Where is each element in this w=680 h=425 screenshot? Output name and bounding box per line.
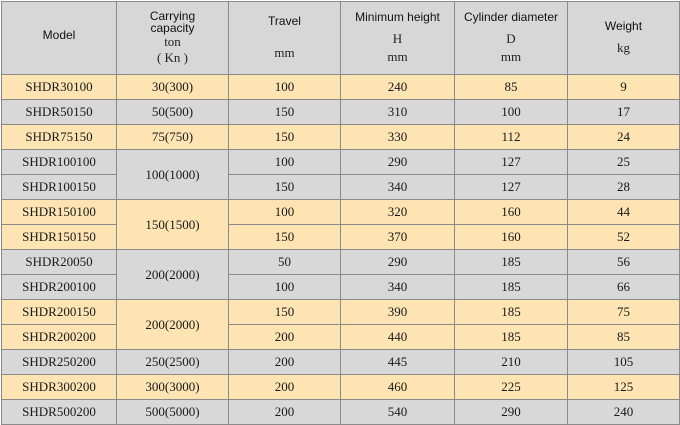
cell-model: SHDR250200 — [2, 350, 117, 375]
cell-weight: 9 — [568, 75, 680, 100]
table-row — [2, 75, 680, 100]
header-capacity — [117, 2, 229, 75]
header-weight-label: Weight — [604, 18, 643, 33]
cell-model: SHDR200200 — [2, 325, 117, 350]
cell-cyl-diameter: 112 — [455, 125, 568, 150]
header-capacity-unit: ton — [164, 34, 181, 49]
header-weight — [568, 2, 680, 75]
cell-weight: 240 — [568, 400, 680, 425]
header-capacity-line2: capacity — [150, 21, 195, 35]
cell-model: SHDR150150 — [2, 225, 117, 250]
cell-capacity: 200(2000) — [117, 250, 229, 300]
cell-capacity: 75(750) — [117, 125, 229, 150]
header-weight-unit: kg — [617, 39, 630, 55]
spec-table — [1, 1, 680, 425]
cell-min-height: 540 — [341, 400, 455, 425]
cell-travel: 200 — [229, 375, 341, 400]
table-row — [2, 400, 680, 425]
header-travel — [229, 2, 341, 75]
cell-travel: 50 — [229, 250, 341, 275]
cell-cyl-diameter: 290 — [455, 400, 568, 425]
header-model — [2, 2, 117, 75]
header-cyl-diameter-unit: mm — [500, 48, 522, 64]
cell-min-height: 340 — [341, 175, 455, 200]
cell-weight: 28 — [568, 175, 680, 200]
cell-capacity: 50(500) — [117, 100, 229, 125]
cell-min-height: 320 — [341, 200, 455, 225]
cell-min-height: 460 — [341, 375, 455, 400]
cell-travel: 150 — [229, 100, 341, 125]
cell-min-height: 330 — [341, 125, 455, 150]
cell-model: SHDR300200 — [2, 375, 117, 400]
cell-min-height: 290 — [341, 250, 455, 275]
header-min-height — [341, 2, 455, 75]
header-model-label: Model — [42, 27, 76, 42]
cell-model: SHDR150100 — [2, 200, 117, 225]
cell-travel: 200 — [229, 325, 341, 350]
cell-cyl-diameter: 185 — [455, 300, 568, 325]
table-row — [2, 200, 680, 225]
cell-travel: 200 — [229, 350, 341, 375]
cell-weight: 75 — [568, 300, 680, 325]
cell-min-height: 445 — [341, 350, 455, 375]
table-row — [2, 300, 680, 325]
cell-min-height: 340 — [341, 275, 455, 300]
header-capacity-line1: Carrying — [149, 9, 196, 23]
cell-capacity: 250(2500) — [117, 350, 229, 375]
header-row — [2, 2, 680, 75]
table-row — [2, 350, 680, 375]
cell-weight: 85 — [568, 325, 680, 350]
cell-capacity: 500(5000) — [117, 400, 229, 425]
table-row — [2, 275, 680, 300]
cell-travel: 100 — [229, 150, 341, 175]
cell-capacity: 30(300) — [117, 75, 229, 100]
cell-cyl-diameter: 210 — [455, 350, 568, 375]
table-row — [2, 175, 680, 200]
cell-model: SHDR200100 — [2, 275, 117, 300]
cell-travel: 150 — [229, 125, 341, 150]
table-row — [2, 250, 680, 275]
cell-weight: 17 — [568, 100, 680, 125]
cell-cyl-diameter: 185 — [455, 250, 568, 275]
header-travel-label: Travel — [268, 13, 301, 28]
cell-weight: 24 — [568, 125, 680, 150]
cell-travel: 100 — [229, 200, 341, 225]
cell-cyl-diameter: 160 — [455, 200, 568, 225]
cell-min-height: 240 — [341, 75, 455, 100]
cell-cyl-diameter: 185 — [455, 325, 568, 350]
cell-min-height: 310 — [341, 100, 455, 125]
cell-weight: 66 — [568, 275, 680, 300]
header-cyl-diameter-label: Cylinder diameter — [463, 9, 559, 24]
header-min-height-label: Minimum height — [355, 9, 440, 24]
header-min-height-symbol: H — [392, 30, 403, 46]
cell-model: SHDR30100 — [2, 75, 117, 100]
table-row — [2, 325, 680, 350]
cell-capacity: 200(2000) — [117, 300, 229, 350]
cell-cyl-diameter: 100 — [455, 100, 568, 125]
table-row — [2, 150, 680, 175]
cell-min-height: 290 — [341, 150, 455, 175]
table-row — [2, 225, 680, 250]
cell-cyl-diameter: 185 — [455, 275, 568, 300]
table-row — [2, 100, 680, 125]
cell-min-height: 390 — [341, 300, 455, 325]
cell-cyl-diameter: 160 — [455, 225, 568, 250]
cell-model: SHDR200150 — [2, 300, 117, 325]
cell-cyl-diameter: 127 — [455, 175, 568, 200]
cell-travel: 150 — [229, 225, 341, 250]
header-min-height-unit: mm — [387, 48, 408, 64]
cell-capacity: 100(1000) — [117, 150, 229, 200]
cell-weight: 105 — [568, 350, 680, 375]
cell-model: SHDR100150 — [2, 175, 117, 200]
cell-travel: 150 — [229, 300, 341, 325]
cell-travel: 100 — [229, 75, 341, 100]
cell-travel: 150 — [229, 175, 341, 200]
table-header — [2, 2, 680, 75]
header-cyl-diameter-symbol: D — [506, 30, 516, 46]
cell-weight: 52 — [568, 225, 680, 250]
cell-travel: 200 — [229, 400, 341, 425]
cell-capacity: 300(3000) — [117, 375, 229, 400]
cell-model: SHDR50150 — [2, 100, 117, 125]
cell-min-height: 370 — [341, 225, 455, 250]
cell-travel: 100 — [229, 275, 341, 300]
cell-min-height: 440 — [341, 325, 455, 350]
table-row — [2, 125, 680, 150]
cell-weight: 25 — [568, 150, 680, 175]
header-travel-unit: mm — [274, 44, 295, 60]
header-cyl-diameter — [455, 2, 568, 75]
table-body — [2, 75, 680, 425]
cell-weight: 125 — [568, 375, 680, 400]
cell-cyl-diameter: 127 — [455, 150, 568, 175]
cell-model: SHDR500200 — [2, 400, 117, 425]
table-row — [2, 375, 680, 400]
cell-weight: 56 — [568, 250, 680, 275]
cell-cyl-diameter: 225 — [455, 375, 568, 400]
cell-weight: 44 — [568, 200, 680, 225]
cell-capacity: 150(1500) — [117, 200, 229, 250]
header-capacity-sub: ( Kn ) — [156, 50, 189, 65]
cell-model: SHDR100100 — [2, 150, 117, 175]
cell-model: SHDR20050 — [2, 250, 117, 275]
cell-cyl-diameter: 85 — [455, 75, 568, 100]
cell-model: SHDR75150 — [2, 125, 117, 150]
